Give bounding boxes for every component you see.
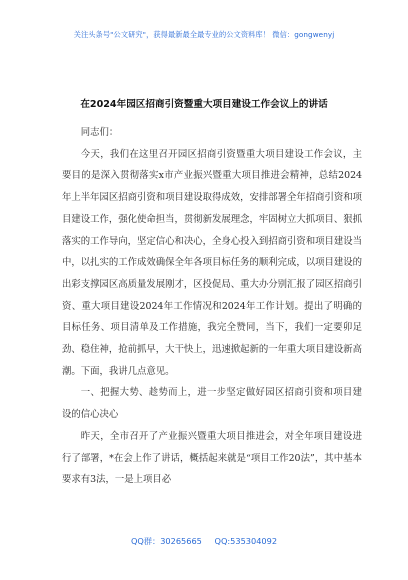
footer-qq-contact: QQ:535304092 xyxy=(214,536,278,546)
paragraph-section-1: 昨天，全市召开了产业振兴暨重大项目推进会，对全年项目建设进行了部署，*在会上作了讲话，概括起来就是“项目工作20法”，其中基本要求有3法，一是上项目必 xyxy=(62,430,362,486)
footer xyxy=(0,536,408,547)
salutation: 同志们： xyxy=(80,127,119,138)
paragraph-intro: 今天，我们在这里召开园区招商引资暨重大项目建设工作会议，主要目的是深入贯彻落实x市产业振兴暨重大项目推进会精神，总结2024年上半年园区招商引资和项目建设取得成效，安排部署全年招商引资和项目建设工作，强化使命担当，贯彻新发展理念，牢固树立大抓项目、狠抓落实的工作导向，坚定信心和决心，全身心投入到招商引资和项目建设当中，以扎实的工作成效确保全年各项目标任务的顺利完成，以项目建设的出彩支撑园区高质量发展刚才，区投促局、重大办分别汇报了园区招商引资、重大项目建设2024年工作情况和2024年工作计划。提出了明确的目标任务、项目清单及工作措施，我完全赞同，当下，我们一定要卯足劲、稳住神，抢前抓早，大干快上，迅速掀起新的一年重大项目建设新高潮。下面，我讲几点意见。 xyxy=(62,148,363,377)
document-body xyxy=(62,122,362,491)
section-heading-1: 一、把握大势、趁势而上，进一步坚定做好园区招商引资和项目建设的信心决心 xyxy=(62,387,362,421)
footer-qq-group: QQ群：30265665 xyxy=(130,536,202,546)
document-title: 在2024年园区招商引资暨重大项目建设工作会议上的讲话 xyxy=(80,99,328,110)
header-banner: 关注头条号"公文研究"，获得最新最全最专业的公文资料库！ 微信：gongwenyj xyxy=(73,30,335,39)
